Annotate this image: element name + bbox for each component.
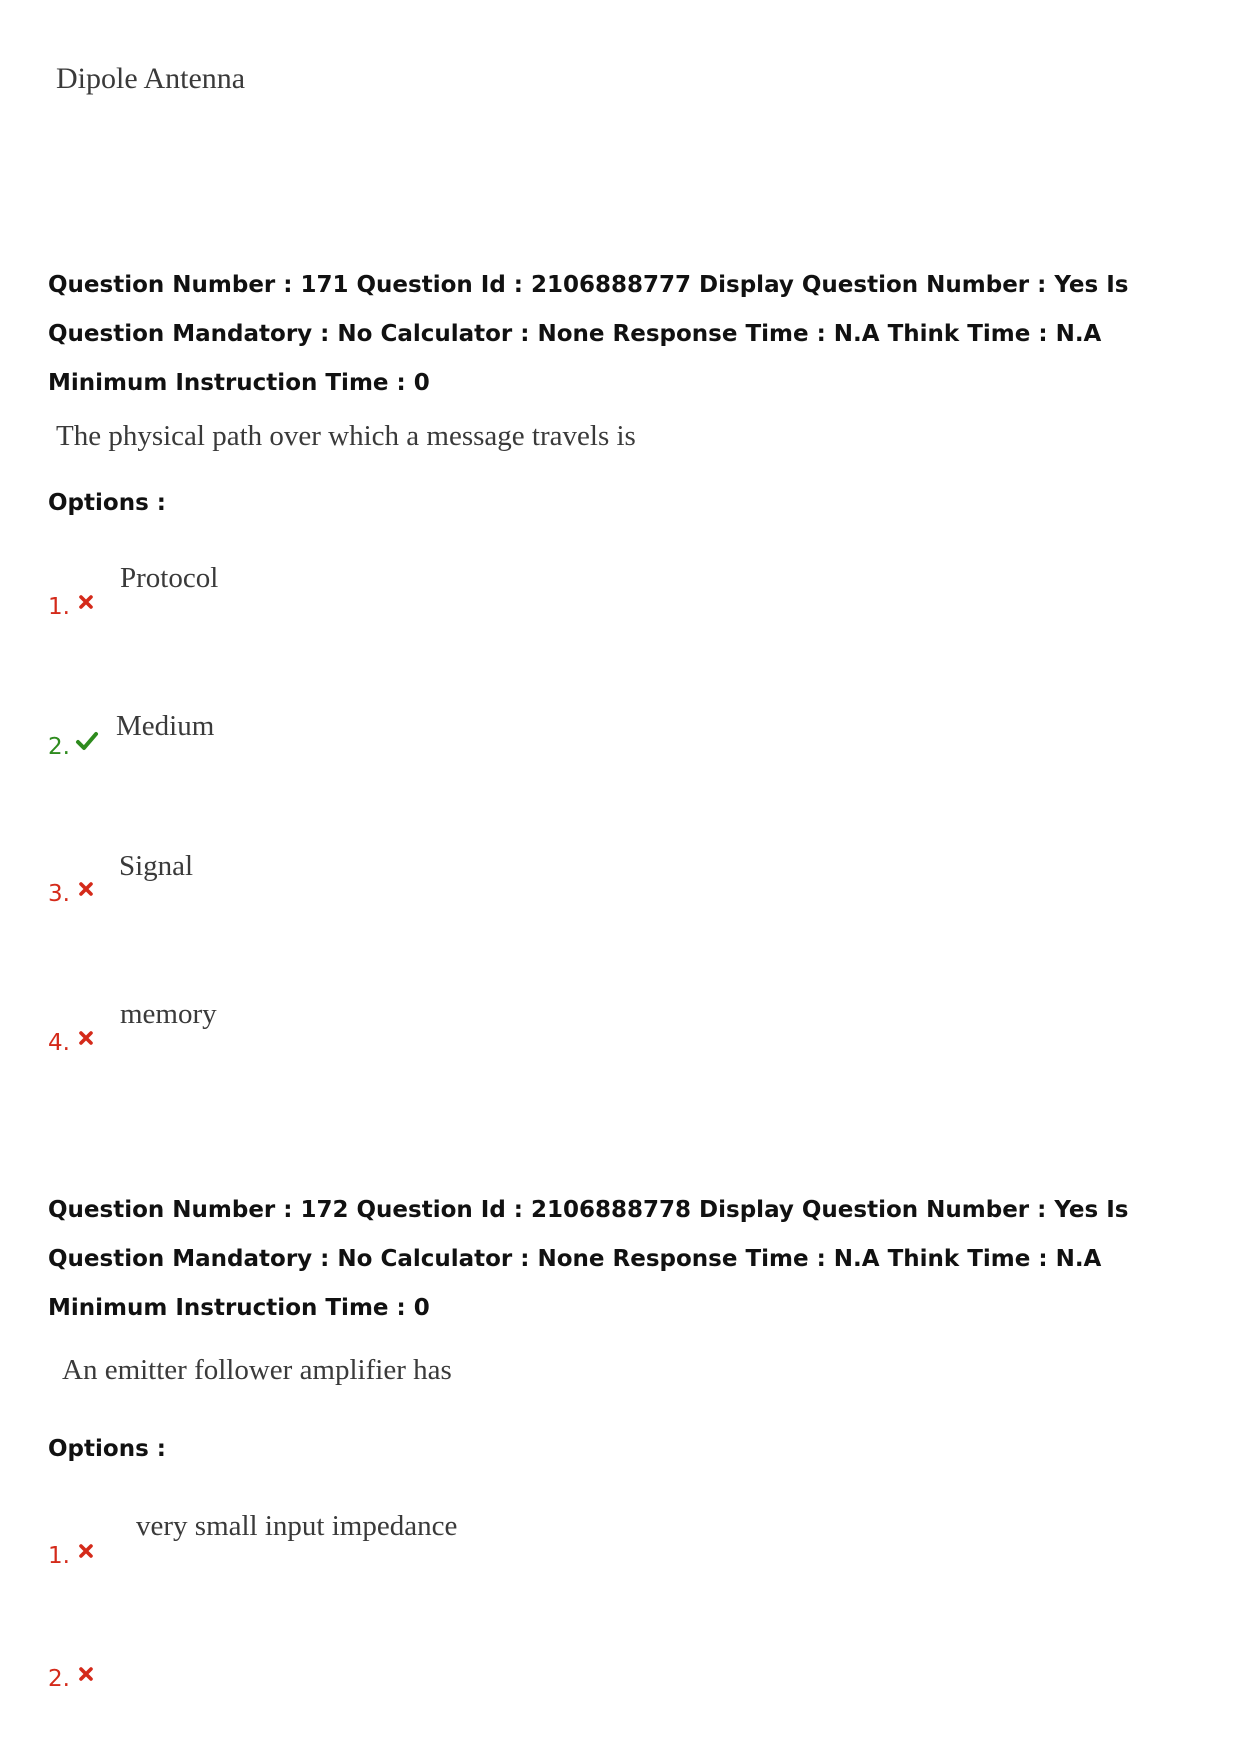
option-number: 2.	[48, 734, 70, 760]
options-label: Options :	[48, 1436, 166, 1462]
cross-icon	[78, 594, 94, 615]
option-text: very small input impedance	[136, 1510, 458, 1542]
cross-icon	[78, 1543, 94, 1564]
question-text: The physical path over which a message travels is	[56, 420, 636, 452]
question-text: An emitter follower amplifier has	[62, 1354, 452, 1386]
options-label: Options :	[48, 490, 166, 516]
option-number: 1.	[48, 594, 70, 620]
option-number: 1.	[48, 1543, 70, 1569]
option-text: memory	[120, 998, 217, 1030]
option-number: 3.	[48, 881, 70, 907]
option-text: Signal	[119, 850, 194, 882]
question-meta: Question Number : 172 Question Id : 2106888778 Display Question Number : Yes Is Question Mandatory : No Calculator : None Response Time : N.A Think Time : N.A Minimum Instruction Time : 0	[48, 1197, 1129, 1321]
option-text: Protocol	[120, 562, 219, 594]
question-meta: Question Number : 171 Question Id : 2106888777 Display Question Number : Yes Is Question Mandatory : No Calculator : None Response Time : N.A Think Time : N.A Minimum Instruction Time : 0	[48, 272, 1129, 396]
cross-icon	[78, 1030, 94, 1051]
cross-icon	[78, 1666, 94, 1687]
option-number: 2.	[48, 1666, 70, 1692]
option-number: 4.	[48, 1030, 70, 1056]
option-text: Medium	[116, 710, 215, 742]
previous-option-text: Dipole Antenna	[56, 62, 246, 95]
check-icon	[75, 730, 99, 757]
cross-icon	[78, 881, 94, 902]
